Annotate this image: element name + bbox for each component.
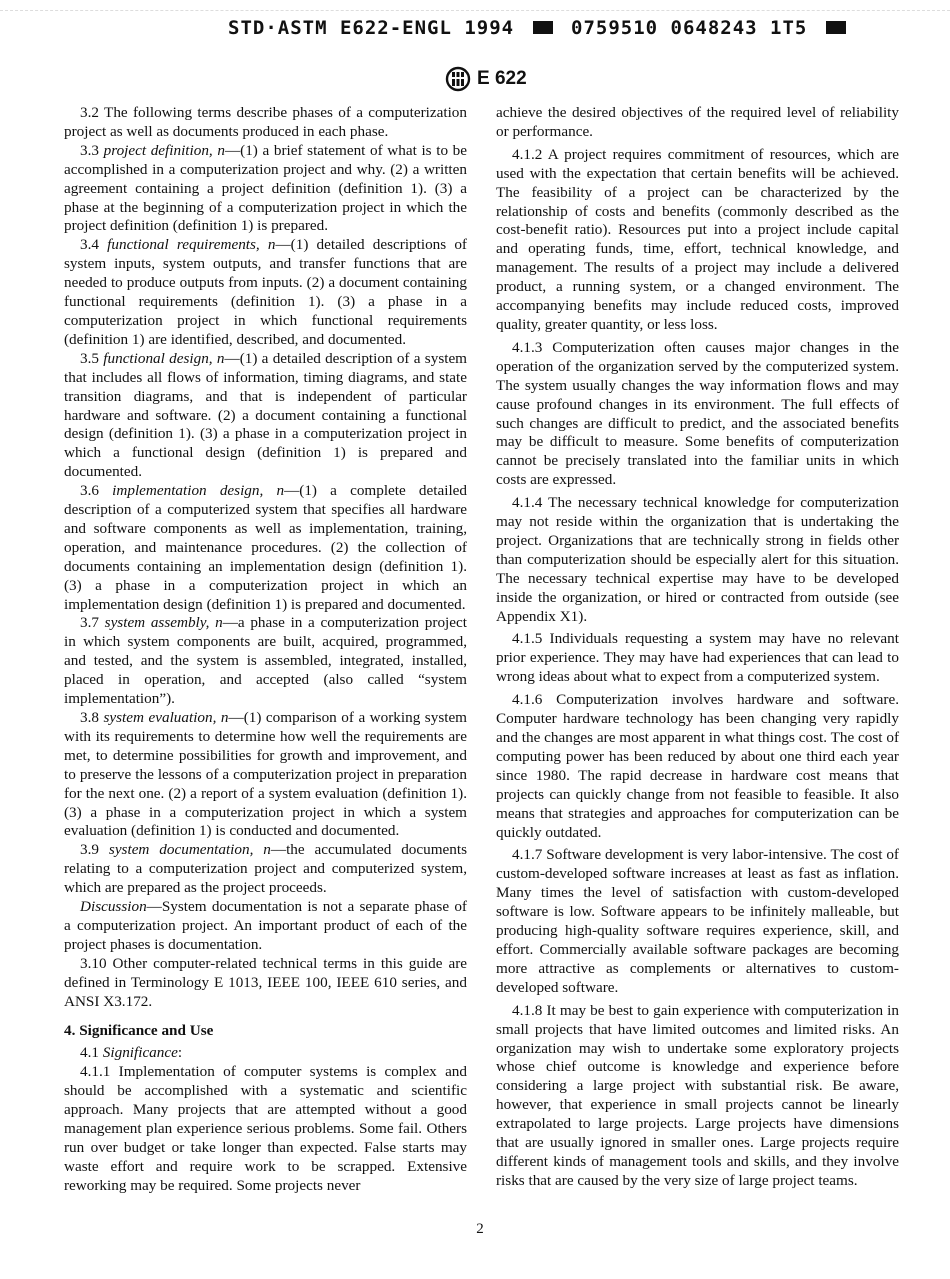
subsection-colon: :: [177, 1044, 183, 1062]
definition-text: —the accumulated documents relating to a computerization project and computerized system, which are prepared as the project proceeds.: [64, 841, 468, 897]
definition-functional-design: [64, 350, 467, 482]
definition-text: —a phase in a computerization project in which system components are built, acquired, programmed, and tested, and the system is assembled, integrated, installed, placed in operation, and accepted (also called “system implementation”).: [64, 614, 467, 708]
page-number: 2: [476, 1221, 484, 1237]
paragraph-text: 4.1.6 Computerization involves hardware and software. Computer hardware technology has been changing very rapidly and the changes are most apparent in what things cost. The cost of computing power has been reduced by about one third each year since 1980. The rapid decrease in hardware cost means that projects can quickly change from not feasible to feasible. It also means that strategies and approaches for computerization can be quickly outdated.: [496, 691, 899, 841]
clause-number: 3.3: [80, 141, 104, 159]
definition-system-evaluation: [64, 709, 467, 841]
defined-term: system evaluation, n: [103, 709, 229, 726]
scan-edge-line: [0, 10, 950, 12]
paragraph: [64, 1063, 467, 1195]
paragraph-text: 4.1.5 Individuals requesting a system may have no relevant prior experience. They may have had experiences that can lead to wrong ideas about what to expect from a computerized system.: [496, 630, 899, 686]
paragraph-text: 4.1.1 Implementation of computer systems is complex and should be accomplished with a systematic and scientific approach. Many projects that are attempted without a good management plan experience serious problems. Some fail. Others run over budget or take longer than expected. False starts may waste effort and require work to be scrapped. Extensive reworking may be required. Some projects never: [64, 1063, 467, 1194]
paragraph-text: 3.2 The following terms describe phases of a computerization project as well as documents produced in each phase.: [64, 104, 467, 140]
definition-text: —(1) a brief statement of what is to be accomplished in a computerization project and why. (2) a written agreement containing a project definition (definition 1). (3) a phase at the beginning of a computerization project in which the project definition (definition 1) is prepared.: [64, 141, 468, 235]
defined-term: implementation design, n: [112, 482, 285, 500]
header-line: [228, 17, 852, 39]
document-header: [0, 14, 950, 42]
left-column: [64, 104, 467, 1196]
section-heading: 4. Significance and Use: [64, 1021, 214, 1039]
definition-text: —(1) a detailed description of a system that includes all flows of information, timing diagrams, and state transition diagrams, and that is independent of particular hardware and software. (2) a document containing a functional design (definition 1). (3) a phase in a computerization project in which a functional design (definition 1) is prepared and documented.: [64, 349, 467, 481]
discussion-note: [64, 898, 467, 955]
paragraph: [496, 146, 899, 335]
clause-number: 3.9: [80, 841, 109, 859]
paragraph: [496, 691, 899, 842]
paragraph: [496, 630, 899, 687]
defined-term: functional requirements, n: [107, 236, 276, 254]
definition-project-definition: [64, 142, 467, 237]
defined-term: project definition, n: [103, 141, 225, 159]
paragraph-text: achieve the desired objectives of the required level of reliability or performance.: [496, 104, 899, 140]
paragraph: [496, 339, 899, 490]
astm-logo: [445, 66, 527, 92]
paragraph: [64, 104, 467, 142]
defined-term: system documentation, n: [108, 841, 271, 859]
discussion-text: —System documentation is not a separate phase of a computerization project. An important product of each of the project phases is documentation.: [64, 898, 467, 953]
header-code: 0759510 0648243 1T5: [571, 17, 808, 39]
clause-number: 3.4: [80, 236, 108, 254]
paragraph: [496, 1002, 899, 1191]
header-doc-id: STD·ASTM E622-ENGL 1994: [228, 17, 515, 39]
definition-implementation-design: [64, 482, 467, 614]
discussion-label: Discussion: [80, 898, 147, 916]
definition-text: —(1) a complete detailed description of a computerized system that specifies all hardware and software components as well as implementation, training, operation, and maintenance procedures. (2) the collection of documents containing an implementation design (definition 1). (3) a phase in a computerization project in which an implementation design (definition 1) is prepared and documented.: [64, 482, 468, 613]
right-column: [496, 104, 899, 1191]
paragraph-continued: [496, 104, 899, 142]
clause-number: 3.5: [80, 349, 104, 367]
paragraph: [496, 494, 899, 626]
defined-term: system assembly, n: [104, 614, 223, 632]
standard-designation: E 622: [477, 68, 527, 89]
definition-text: —(1) detailed descriptions of system inputs, system outputs, and transfer functions that are needed to produce outputs from inputs. (2) a document containing functional requirements (definition 1). (3) a phase in a computerization project in which functional requirements (definition 1) are identified, described, and documented.: [64, 236, 467, 348]
paragraph: [64, 955, 467, 1012]
clause-number: 4.1: [80, 1044, 103, 1062]
astm-emblem-icon: [445, 66, 471, 92]
definition-system-assembly: [64, 614, 467, 709]
paragraph-text: 4.1.3 Computerization often causes major changes in the operation of the organization served by the computerized system. The system usually changes the way information flows and may cause profound changes in its environment. The full effects of such changes are difficult to predict, and the associated benefits may be difficult to measure. Some benefits of computerization cannot be precisely translated into the familiar units in which costs are expressed.: [496, 338, 899, 489]
definition-functional-requirements: [64, 236, 467, 349]
definition-system-documentation: [64, 841, 467, 898]
clause-number: 3.8: [80, 709, 104, 726]
header-block-mark: [826, 21, 846, 34]
paragraph-text: 4.1.2 A project requires commitment of resources, which are used with the expectation that certain benefits will be achieved. The feasibility of a project can be characterized by the relationship of costs and benefits (commonly described as the cost-benefit ratio). Resources put into a project include capital and operating funds, time, effort, technical knowledge, and management. The results of a project may include a delivered product, a running system, or a changed environment. The accompanying benefits may include reduced costs, improved quality, greater quantity, or less loss.: [496, 145, 899, 333]
subsection-title: Significance: [102, 1044, 178, 1062]
paragraph: [496, 846, 899, 997]
definition-text: —(1) comparison of a working system with its requirements to determine how well the requirements are met, to determine possibilities for growth and improvement, and to preserve the lessons of a computerization project in preparation for the next one. (2) a report of a system evaluation (definition 1). (3) a phase in a computerization project in which a system evaluation (definition 1) is conducted and documented.: [64, 709, 467, 840]
clause-number: 3.6: [80, 482, 113, 500]
paragraph-text: 4.1.7 Software development is very labor-intensive. The cost of custom-developed software increases at least as fast as inflation. Many times the level of satisfaction with custom-developed software is low. Software appears to be infinitely malleable, but producing high-quality software requires experience, skill, and effort. Commercially available software packages are becoming more attractive as complements or alternatives to custom-developed software.: [496, 846, 899, 996]
header-block-mark: [533, 21, 553, 34]
clause-number: 3.7: [80, 614, 105, 632]
paragraph-text: 4.1.8 It may be best to gain experience with computerization in small projects that have limited outcomes and limited risks. An organization may wish to undertake some exploratory projects whose chief outcome is knowledge and experience before considering a large project with substantial risk. Be aware, however, that experience in small projects cannot be linearly extrapolated to large projects. Large projects have dimensions that are usually ignored in smaller ones. Large projects require different kinds of management tools and skills, and they involve risks that are caused by the very size of large project teams.: [496, 1001, 899, 1189]
paragraph-text: 4.1.4 The necessary technical knowledge for computerization may not reside within the organization that is undertaking the project. Organizations that are technically strong in fields other than computerization should be especially alert for this situation. The necessary technical expertise may have to be developed inside the organization, or hired or contracted from outside (see Appendix X1).: [496, 494, 899, 625]
subsection-significance: [64, 1044, 467, 1063]
paragraph-text: 3.10 Other computer-related technical terms in this guide are defined in Terminology E 1013, IEEE 100, IEEE 610 series, and ANSI X3.172.: [64, 954, 467, 1010]
defined-term: functional design, n: [103, 349, 225, 367]
